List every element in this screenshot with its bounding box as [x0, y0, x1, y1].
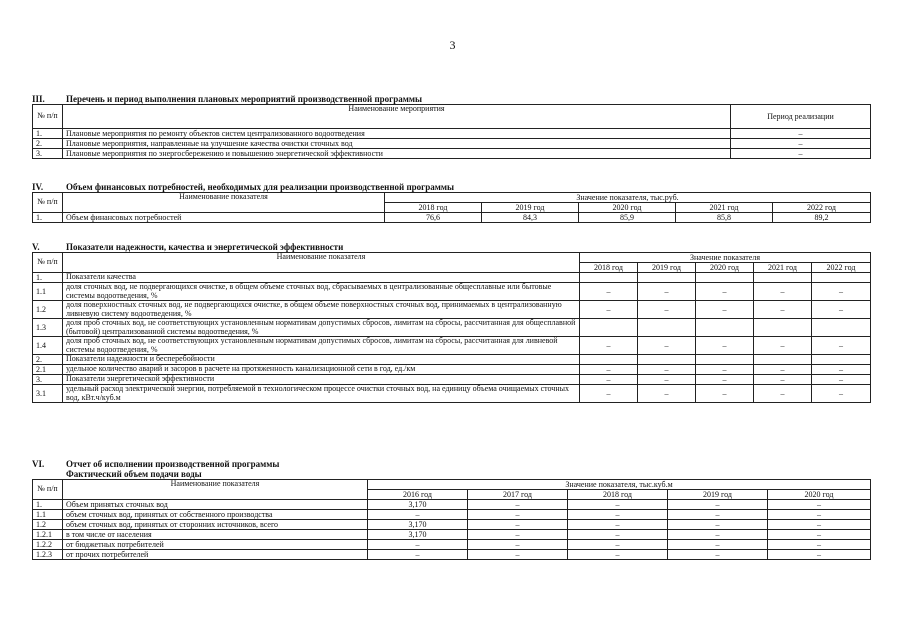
section-3-title-text: Перечень и период выполнения плановых мероприятий производственной программы	[66, 94, 423, 104]
row-number: 2.	[33, 355, 63, 365]
row-number: 1.	[33, 500, 63, 510]
section-4	[32, 182, 871, 223]
table-row	[33, 129, 871, 139]
row-value: –	[568, 520, 668, 530]
row-name: удельное количество аварий и засоров в расчете на протяженность канализационной сети в год, ед./км	[63, 365, 580, 375]
year-header: 2018 год	[580, 263, 638, 273]
row-number: 2.1	[33, 365, 63, 375]
row-number: 1.1	[33, 283, 63, 301]
row-name: Показатели энергетической эффективности	[63, 375, 580, 385]
row-number: 1.	[33, 273, 63, 283]
row-value	[696, 355, 754, 365]
section-6-roman: VI.	[32, 459, 45, 469]
row-value: –	[580, 301, 638, 319]
year-header: 2020 год	[579, 203, 676, 213]
year-header: 2017 год	[468, 490, 568, 500]
year-header: 2020 год	[696, 263, 754, 273]
report-table	[32, 479, 871, 560]
table-row	[33, 355, 871, 365]
row-name: Объем принятых сточных вод	[63, 500, 368, 510]
row-value: –	[754, 301, 812, 319]
table-row	[33, 530, 871, 540]
row-value: –	[668, 520, 768, 530]
row-value: –	[768, 500, 871, 510]
row-name: в том числе от населения	[63, 530, 368, 540]
row-value: –	[696, 283, 754, 301]
section-5-title	[32, 242, 871, 252]
row-number: 1.	[33, 213, 63, 223]
table-row	[33, 510, 871, 520]
row-number: 1.2	[33, 520, 63, 530]
row-value	[638, 273, 696, 283]
table-row	[33, 385, 871, 403]
row-value: –	[696, 337, 754, 355]
row-number: 2.	[33, 139, 63, 149]
row-name: удельный расход электрической энергии, потребляемой в технологическом процессе очистки сточных вод, на единицу объема очищаемых сточных вод, кВт.ч/куб.м	[63, 385, 580, 403]
section-4-title-text: Объем финансовых потребностей, необходимых для реализации производственной программы	[66, 182, 455, 192]
row-number: 1.4	[33, 337, 63, 355]
row-period: –	[731, 149, 871, 159]
row-value: –	[812, 301, 871, 319]
row-value: –	[368, 510, 468, 520]
table-row	[33, 550, 871, 560]
row-value: 3,170	[368, 520, 468, 530]
row-number: 3.	[33, 149, 63, 159]
header-name: Наименование показателя	[63, 253, 580, 273]
section-4-roman: IV.	[32, 182, 44, 192]
year-header: 2019 год	[668, 490, 768, 500]
year-header: 2022 год	[773, 203, 871, 213]
row-number: 1.2	[33, 301, 63, 319]
header-no: № п/п	[33, 105, 63, 129]
row-value: –	[468, 550, 568, 560]
section-3-roman: III.	[32, 94, 45, 104]
header-value: Значение показателя	[580, 253, 871, 263]
row-name: Плановые мероприятия, направленные на улучшение качества очистки сточных вод	[63, 139, 731, 149]
row-value: 3,170	[368, 530, 468, 540]
row-value: –	[812, 365, 871, 375]
finance-table	[32, 192, 871, 223]
row-value: –	[468, 500, 568, 510]
header-no: № п/п	[33, 480, 63, 500]
table-row	[33, 540, 871, 550]
section-6-subtitle: Фактический объем подачи воды	[66, 469, 202, 479]
table-row	[33, 500, 871, 510]
table-row	[33, 283, 871, 301]
row-number: 3.1	[33, 385, 63, 403]
row-name: от бюджетных потребителей	[63, 540, 368, 550]
row-value: –	[812, 337, 871, 355]
section-5	[32, 242, 871, 403]
section-4-title	[32, 182, 871, 192]
table-row	[33, 365, 871, 375]
row-name: доля сточных вод, не подвергающихся очистке, в общем объеме сточных вод, сбрасываемых в централизованные общесплавные или бытовые системы водоотведения, %	[63, 283, 580, 301]
row-name: Показатели надежности и бесперебойности	[63, 355, 580, 365]
row-number: 1.1	[33, 510, 63, 520]
row-value: –	[696, 365, 754, 375]
row-value: –	[568, 510, 668, 520]
header-name: Наименование показателя	[63, 480, 368, 500]
row-value: –	[696, 375, 754, 385]
row-value: –	[568, 500, 668, 510]
row-value	[580, 273, 638, 283]
row-name: доля проб сточных вод, не соответствующих установленным нормативам допустимых сбросов, лимитам на сбросы, рассчитанная для ливневой системы водоотведения, %	[63, 337, 580, 355]
row-name: Объем финансовых потребностей	[63, 213, 385, 223]
row-value	[696, 319, 754, 337]
row-number: 1.3	[33, 319, 63, 337]
row-value	[812, 355, 871, 365]
row-value: –	[668, 510, 768, 520]
row-name: Показатели качества	[63, 273, 580, 283]
row-number: 1.2.3	[33, 550, 63, 560]
row-value: –	[638, 283, 696, 301]
table-row	[33, 213, 871, 223]
section-3-title	[32, 94, 871, 104]
activities-table	[32, 104, 871, 159]
row-value: –	[468, 520, 568, 530]
row-value: –	[754, 337, 812, 355]
row-value: –	[638, 337, 696, 355]
row-value: –	[768, 510, 871, 520]
row-value: 85,8	[676, 213, 773, 223]
table-row	[33, 139, 871, 149]
header-no: № п/п	[33, 193, 63, 213]
row-value: –	[668, 530, 768, 540]
row-value	[580, 355, 638, 365]
row-value: –	[580, 365, 638, 375]
header-value: Значение показателя, тыс.руб.	[385, 193, 871, 203]
table-row	[33, 273, 871, 283]
row-name: объем сточных вод, принятых от сторонних источников, всего	[63, 520, 368, 530]
row-name: Плановые мероприятия по ремонту объектов систем централизованного водоотведения	[63, 129, 731, 139]
row-value: –	[580, 385, 638, 403]
table-row	[33, 520, 871, 530]
row-value: 85,9	[579, 213, 676, 223]
row-value: –	[568, 530, 668, 540]
row-value: –	[468, 510, 568, 520]
header-period: Период реализации	[731, 105, 871, 129]
header-name: Наименование мероприятия	[63, 105, 731, 129]
row-value: –	[368, 550, 468, 560]
page-number: 3	[449, 38, 456, 52]
row-value: –	[638, 375, 696, 385]
section-6-title	[32, 459, 871, 469]
row-value: –	[668, 550, 768, 560]
row-period: –	[731, 139, 871, 149]
row-value: –	[638, 365, 696, 375]
row-value	[754, 273, 812, 283]
table-row	[33, 319, 871, 337]
table-row	[33, 149, 871, 159]
year-header: 2020 год	[768, 490, 871, 500]
row-value: –	[812, 375, 871, 385]
section-5-title-text: Показатели надежности, качества и энергетической эффективности	[66, 242, 344, 252]
row-value: –	[768, 540, 871, 550]
row-value: –	[568, 540, 668, 550]
row-value: –	[754, 365, 812, 375]
row-value: –	[638, 385, 696, 403]
section-3	[32, 94, 871, 159]
row-value: –	[696, 301, 754, 319]
row-value: –	[754, 385, 812, 403]
row-name: доля проб сточных вод, не соответствующих установленным нормативам допустимых сбросов, лимитам на сбросы, рассчитанная для общесплавной (бытовой) централизованной системы водоотведения, %	[63, 319, 580, 337]
row-value: 84,3	[482, 213, 579, 223]
row-value	[754, 319, 812, 337]
year-header: 2021 год	[754, 263, 812, 273]
row-value: –	[580, 283, 638, 301]
row-value: –	[368, 540, 468, 550]
row-name: объем сточных вод, принятых от собственного производства	[63, 510, 368, 520]
section-6	[32, 459, 871, 560]
year-header: 2018 год	[568, 490, 668, 500]
row-value	[754, 355, 812, 365]
table-row	[33, 375, 871, 385]
year-header: 2021 год	[676, 203, 773, 213]
year-header: 2022 год	[812, 263, 871, 273]
row-number: 3.	[33, 375, 63, 385]
row-number: 1.	[33, 129, 63, 139]
row-value: –	[568, 550, 668, 560]
row-value	[812, 273, 871, 283]
row-value: –	[580, 375, 638, 385]
row-name: от прочих потребителей	[63, 550, 368, 560]
table-row	[33, 337, 871, 355]
row-period: –	[731, 129, 871, 139]
year-header: 2019 год	[638, 263, 696, 273]
row-value: –	[768, 530, 871, 540]
row-value: –	[768, 520, 871, 530]
row-value: 3,170	[368, 500, 468, 510]
row-value: –	[696, 385, 754, 403]
row-value: –	[468, 530, 568, 540]
row-value: 76,6	[385, 213, 482, 223]
year-header: 2019 год	[482, 203, 579, 213]
row-value: –	[638, 301, 696, 319]
row-name: доля поверхностных сточных вод, не подвергающихся очистке, в общем объеме поверхностных сточных вод, принимаемых в централизованную ливневую систему водоотведения, %	[63, 301, 580, 319]
year-header: 2018 год	[385, 203, 482, 213]
table-row	[33, 301, 871, 319]
row-value: –	[468, 540, 568, 550]
row-value	[812, 319, 871, 337]
row-value: –	[754, 283, 812, 301]
row-number: 1.2.1	[33, 530, 63, 540]
row-value: 89,2	[773, 213, 871, 223]
header-name: Наименование показателя	[63, 193, 385, 213]
indicators-table	[32, 252, 871, 403]
row-value: –	[768, 550, 871, 560]
section-6-title-text: Отчет об исполнении производственной программы	[66, 459, 280, 469]
row-value: –	[754, 375, 812, 385]
row-name: Плановые мероприятия по энергосбережению и повышению энергетической эффективности	[63, 149, 731, 159]
row-value: –	[668, 500, 768, 510]
row-value	[638, 319, 696, 337]
section-5-roman: V.	[32, 242, 40, 252]
row-number: 1.2.2	[33, 540, 63, 550]
year-header: 2016 год	[368, 490, 468, 500]
row-value: –	[580, 337, 638, 355]
row-value: –	[668, 540, 768, 550]
row-value	[696, 273, 754, 283]
row-value	[638, 355, 696, 365]
row-value	[580, 319, 638, 337]
row-value: –	[812, 283, 871, 301]
header-no: № п/п	[33, 253, 63, 273]
header-value: Значение показателя, тыс.куб.м	[368, 480, 871, 490]
row-value: –	[812, 385, 871, 403]
